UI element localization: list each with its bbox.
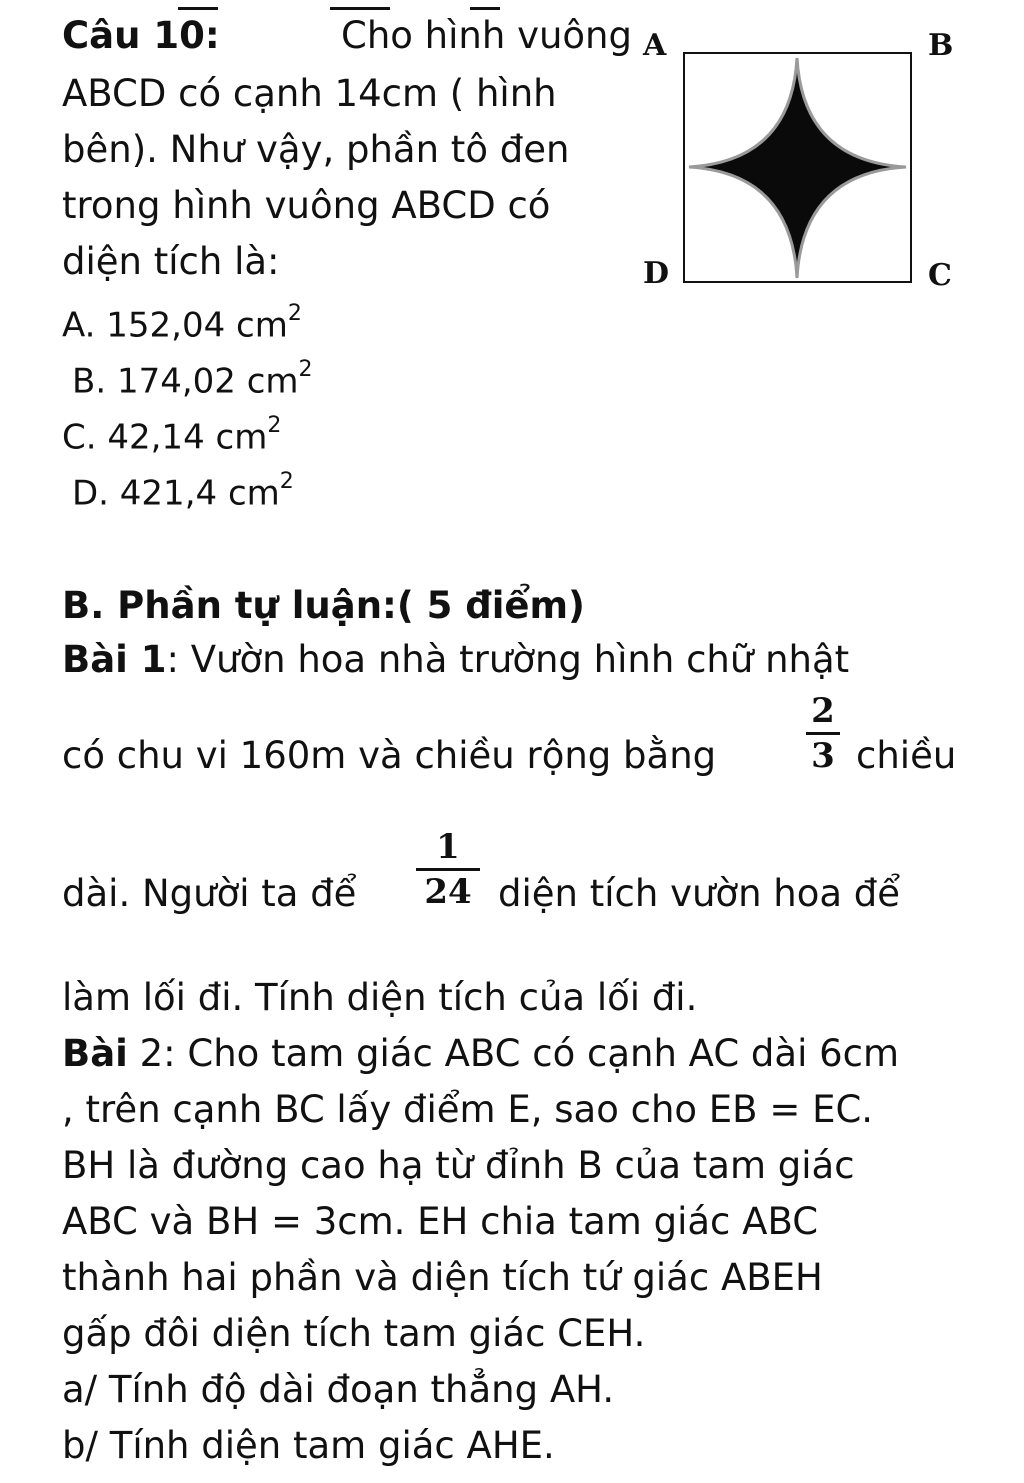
square-figure: [683, 52, 913, 284]
bai1-line1: Bài 1: Vườn hoa nhà trường hình chữ nhật: [62, 638, 850, 681]
fraction-2-3: 2 3: [806, 692, 840, 775]
bai2-line2: , trên cạnh BC lấy điểm E, sao cho EB = EC.: [62, 1088, 874, 1131]
bai2-line6: gấp đôi diện tích tam giác CEH.: [62, 1312, 646, 1355]
bai2-question-b: b/ Tính diện tam giác AHE.: [62, 1424, 555, 1467]
bai1-line3b: diện tích vườn hoa để: [498, 872, 901, 915]
cau10-line2: ABCD có cạnh 14cm ( hình: [62, 72, 557, 115]
cut-text-bottom: [0, 1475, 1024, 1483]
bai2-title: Bài: [62, 1032, 128, 1075]
part-b-heading: B. Phần tự luận:( 5 điểm): [62, 584, 585, 627]
bai1-line2b: chiều: [856, 734, 957, 777]
bai2-question-a: a/ Tính độ dài đoạn thẳng AH.: [62, 1368, 615, 1411]
cau10-title: Câu 10:: [62, 14, 220, 57]
cut-text-top: [0, 0, 1024, 10]
cau10-line3: bên). Như vậy, phần tô đen: [62, 128, 570, 171]
cau10-line5: diện tích là:: [62, 240, 280, 283]
fraction-1-24: 1 24: [416, 828, 480, 911]
bai1-title: Bài 1: [62, 638, 167, 681]
bai1-line3a: dài. Người ta để: [62, 872, 357, 915]
bai2-line1: Bài 2: Cho tam giác ABC có cạnh AC dài 6cm: [62, 1032, 900, 1075]
bai1-line4: làm lối đi. Tính diện tích của lối đi.: [62, 976, 698, 1019]
cau10-line4: trong hình vuông ABCD có: [62, 184, 551, 227]
option-b: B. 174,02 $cm^2$: [72, 357, 313, 402]
label-d: D: [643, 256, 670, 291]
bai2-line3: BH là đường cao hạ từ đỉnh B của tam giác: [62, 1144, 855, 1187]
bai1-line2a: có chu vi 160m và chiều rộng bằng: [62, 734, 717, 777]
option-d: D. 421,4 $cm^2$: [72, 469, 294, 514]
cau10-line1: Câu 10: Cho hình vuông: [62, 14, 632, 57]
option-c: C. 42,14 $cm^2$: [62, 413, 282, 458]
option-a: A. 152,04 $cm^2$: [62, 301, 302, 346]
bai2-line4: ABC và BH = 3cm. EH chia tam giác ABC: [62, 1200, 819, 1243]
bai2-line5: thành hai phần và diện tích tứ giác ABEH: [62, 1256, 823, 1299]
label-c: C: [928, 258, 952, 293]
label-a: A: [643, 28, 667, 63]
label-b: B: [928, 28, 954, 63]
